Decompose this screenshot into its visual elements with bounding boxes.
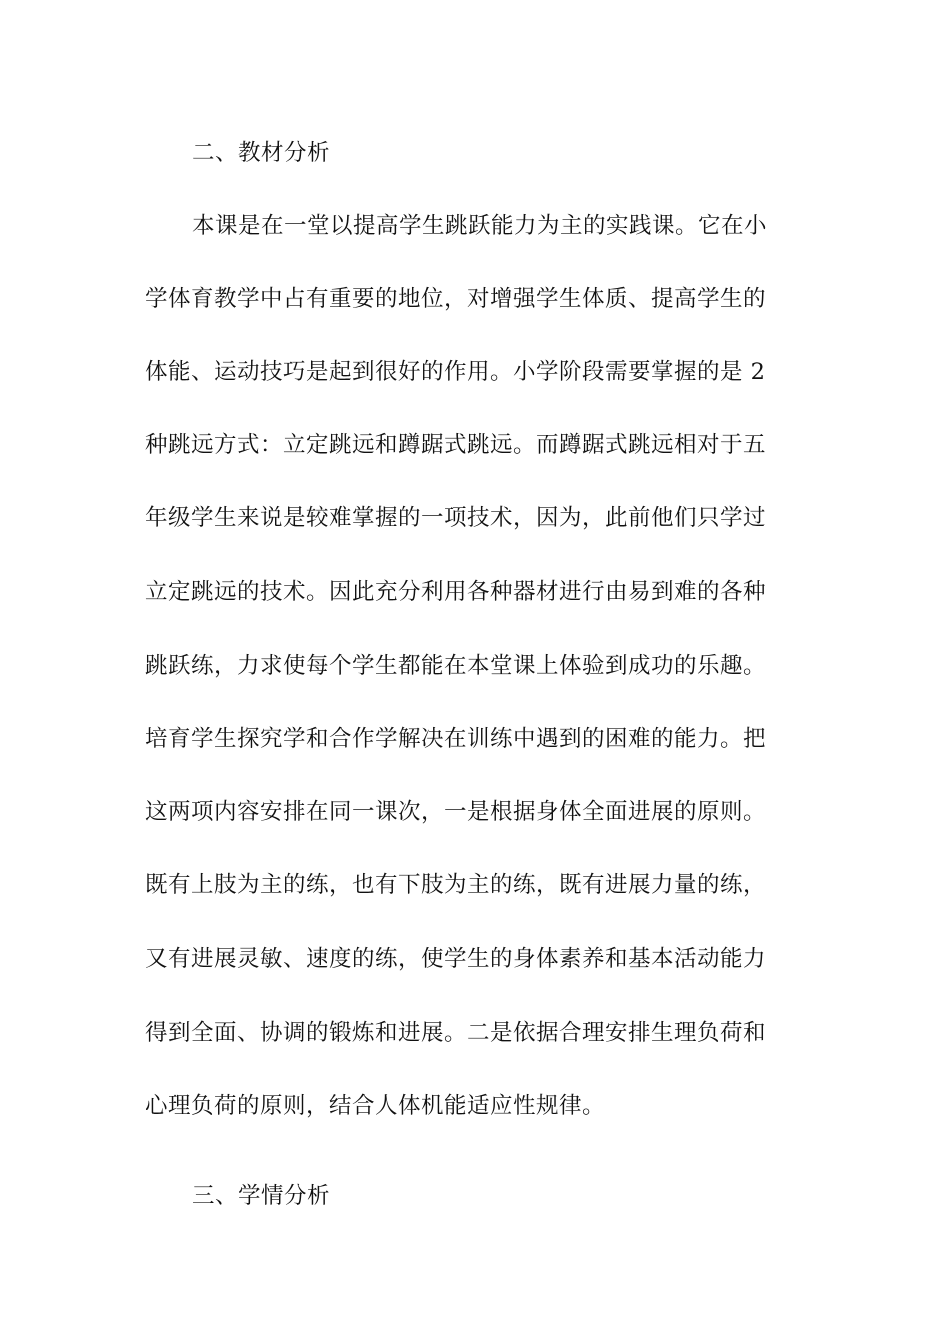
- paragraph-line: 体能、运动技巧是起到很好的作用。小学阶段需要掌握的是 2: [145, 359, 766, 385]
- section-heading: 二、教材分析: [192, 140, 331, 166]
- paragraph-line: 立定跳远的技术。因此充分利用各种器材进行由易到难的各种: [145, 579, 767, 605]
- paragraph-line: 又有进展灵敏、速度的练，使学生的身体素养和基本活动能力: [145, 946, 767, 972]
- paragraph-line: 这两项内容安排在同一课次，一是根据身体全面进展的原则。: [145, 799, 767, 825]
- paragraph-line: 学体育教学中占有重要的地位，对增强学生体质、提高学生的: [145, 286, 767, 312]
- paragraph-line: 跳跃练，力求使每个学生都能在本堂课上体验到成功的乐趣。: [145, 653, 767, 679]
- paragraph-line: 培育学生探究学和合作学解决在训练中遇到的困难的能力。把: [145, 726, 767, 752]
- paragraph-line: 本课是在一堂以提高学生跳跃能力为主的实践课。它在小: [192, 213, 768, 239]
- paragraph-line: 既有上肢为主的练，也有下肢为主的练，既有进展力量的练，: [145, 872, 767, 898]
- paragraph-line: 年级学生来说是较难掌握的一项技术，因为，此前他们只学过: [145, 505, 767, 531]
- paragraph-line: 心理负荷的原则，结合人体机能适应性规律。: [145, 1093, 606, 1119]
- paragraph-line: 得到全面、协调的锻炼和进展。二是依据合理安排生理负荷和: [145, 1020, 767, 1046]
- section-heading: 三、学情分析: [192, 1183, 331, 1209]
- paragraph-line: 种跳远方式：立定跳远和蹲踞式跳远。而蹲踞式跳远相对于五: [145, 432, 767, 458]
